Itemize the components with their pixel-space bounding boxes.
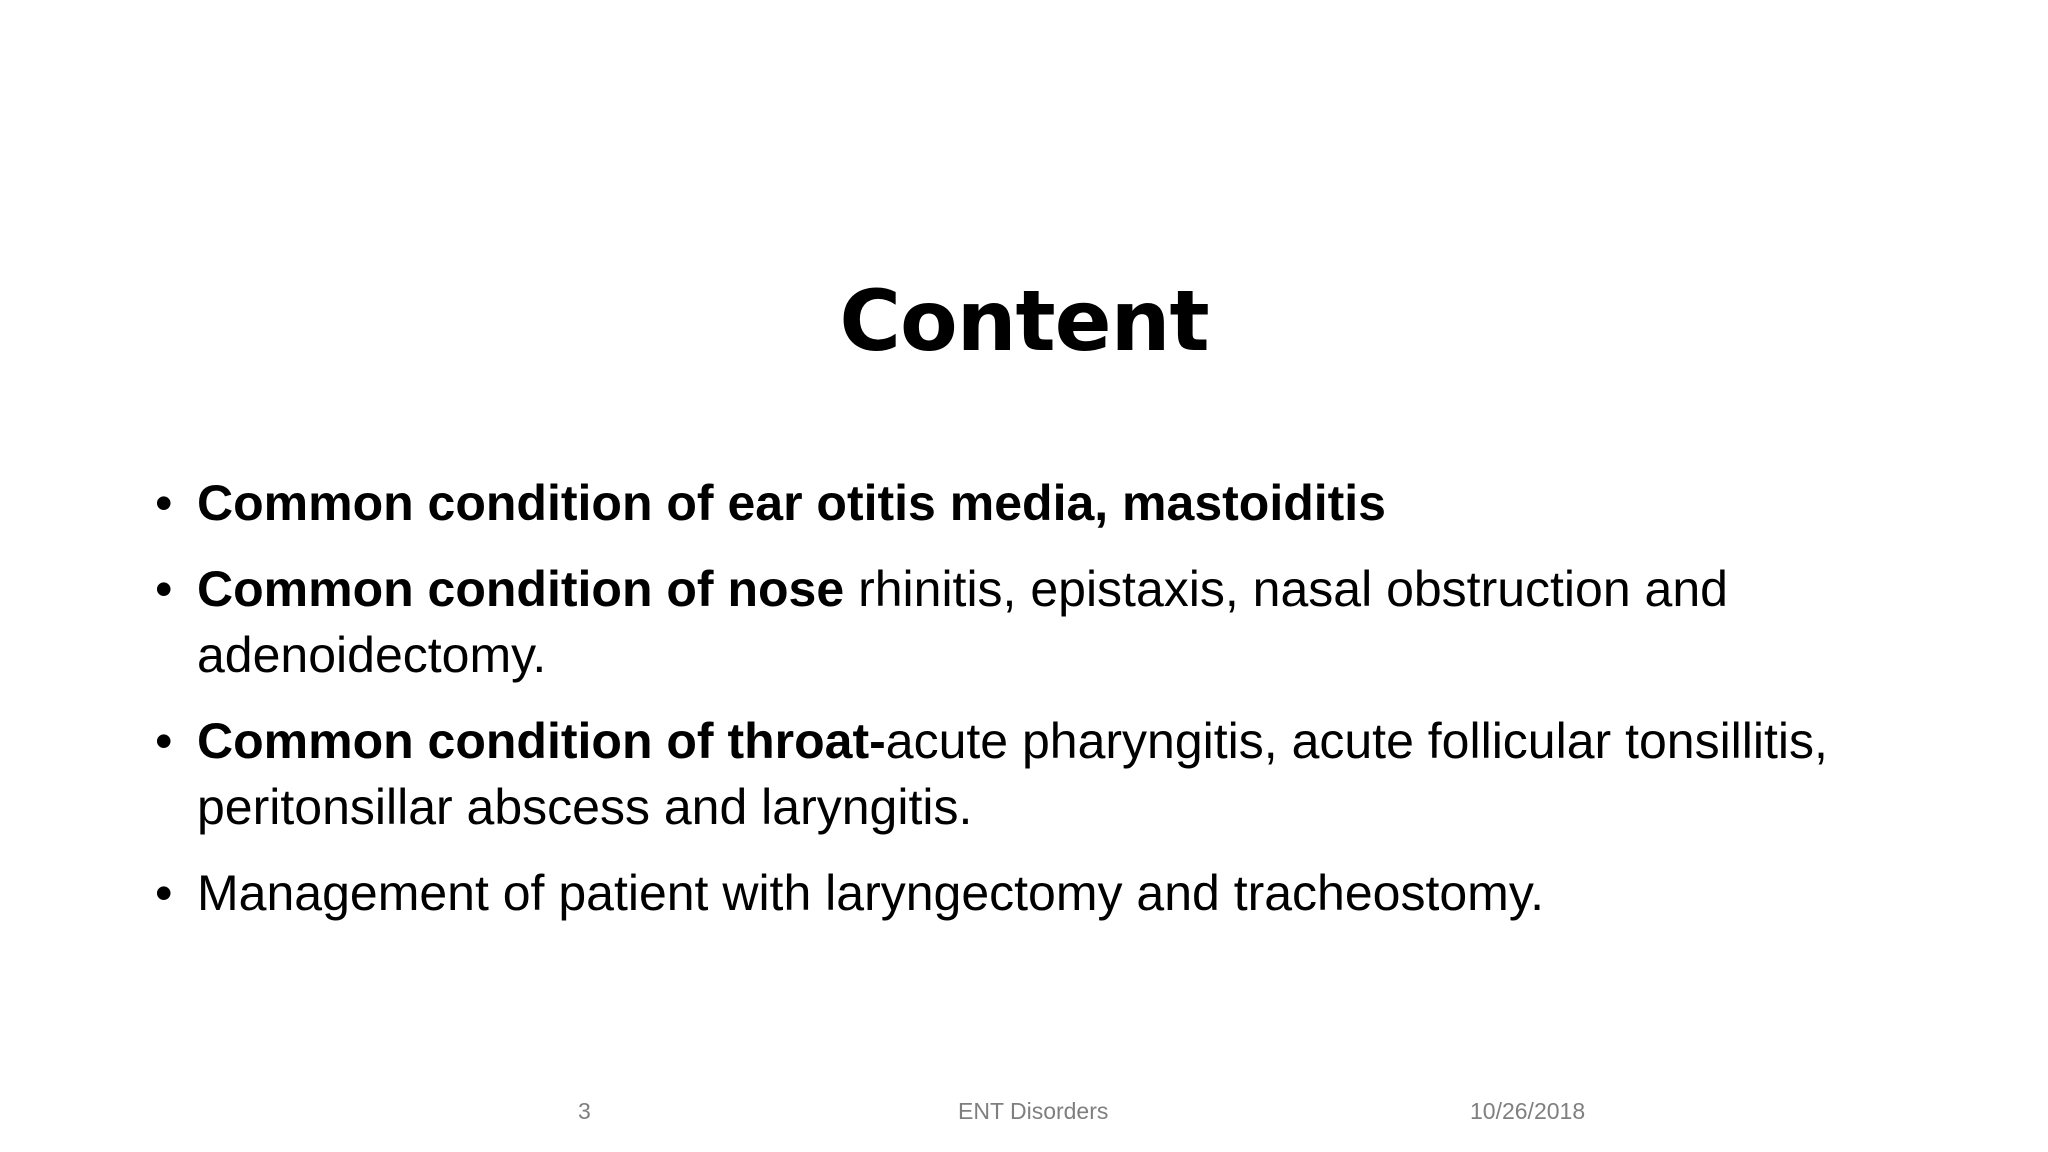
bullet-text: rhinitis, epistaxis, nasal obstruction and adenoidectomy.	[197, 561, 1728, 683]
bullet-text: Management of patient with laryngectomy and tracheostomy.	[197, 865, 1544, 921]
bullet-item-throat	[155, 708, 1915, 840]
bullet-bold-text: Common condition of ear otitis media, mastoiditis	[197, 475, 1386, 531]
bullet-dot-icon: •	[155, 865, 173, 921]
bullet-bold-text: Common condition of throat-	[197, 713, 886, 769]
footer-slide-number: 3	[578, 1098, 591, 1124]
bullet-list	[155, 470, 1915, 946]
bullet-dot-icon: •	[155, 475, 173, 531]
bullet-dot-icon: •	[155, 561, 173, 617]
bullet-dot-icon: •	[155, 713, 173, 769]
bullet-item-management	[155, 860, 1915, 926]
bullet-item-ear	[155, 470, 1915, 536]
footer-date: 10/26/2018	[1470, 1098, 1586, 1124]
bullet-bold-text: Common condition of nose	[197, 561, 845, 617]
bullet-text: acute pharyngitis, acute follicular tonsillitis, peritonsillar abscess and laryngitis.	[197, 713, 1828, 835]
footer-center-text: ENT Disorders	[958, 1098, 1109, 1124]
slide-title: Content	[839, 272, 1209, 370]
bullet-item-nose	[155, 556, 1915, 688]
